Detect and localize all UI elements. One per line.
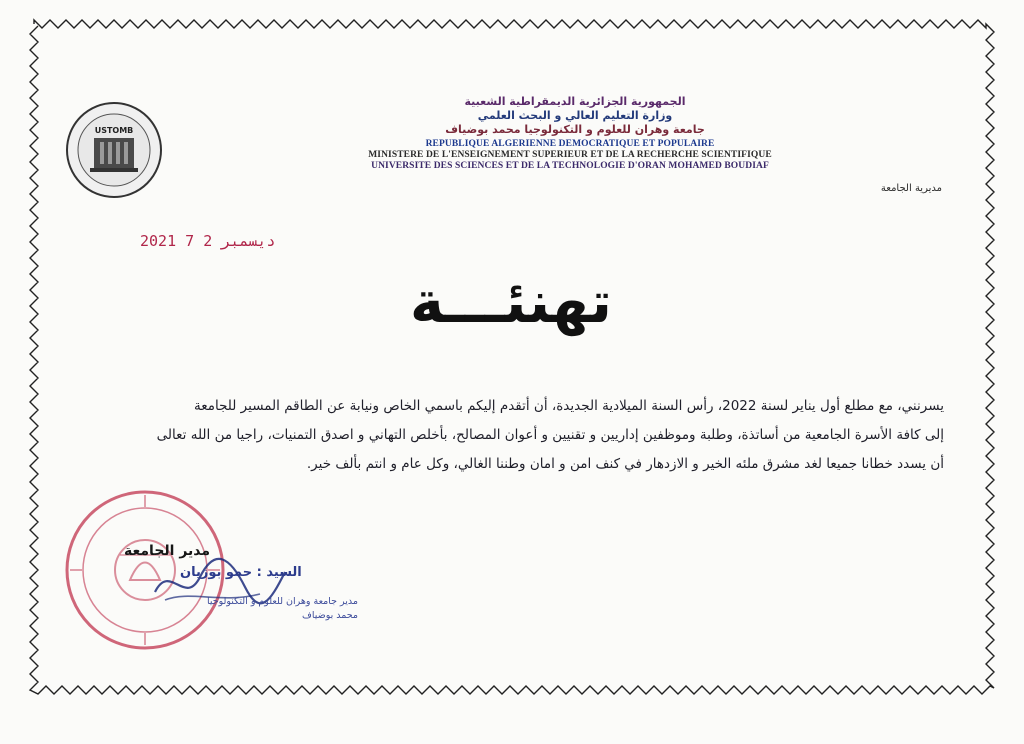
university-logo [64, 100, 164, 200]
body-line-1: يسرنني، مع مطلع أول يناير لسنة 2022، رأس السنة الميلادية الجديدة، أن أتقدم إليكم باسمي الخاص ونيابة عن الطاقم المسير للجامعة [193, 398, 944, 414]
header-fr-line2: MINISTERE DE L'ENSEIGNEMENT SUPERIEUR ET DE LA RECHERCHE SCIENTIFIQUE [368, 150, 772, 160]
logo-label: USTOMB [94, 126, 134, 135]
header-ar-line1: الجمهورية الجزائرية الديمقراطية الشعبية [464, 95, 686, 108]
message-body [66, 392, 944, 479]
signatory-role-line2: محمد بوضياف [302, 610, 358, 621]
header-ar-line3: جامعة وهران للعلوم و التكنولوجيا محمد بوضياف [445, 123, 705, 136]
header-ar-line2: وزارة التعليم العالي و البحث العلمي [477, 109, 673, 122]
signatory-name: السيد : حمو بوزيان [180, 565, 302, 580]
date-stamp: 2021 ديسمبر 2 7 [140, 232, 276, 250]
body-line-2: إلى كافة الأسرة الجامعية من أساتذة، وطلبة وموظفين إداريين و تقنيين و أعوان المصالح، بأخلص التهاني و اصدق التمنيات، راجيا من الله تعالى [156, 427, 944, 443]
directorate-label: مديرية الجامعة [880, 183, 942, 194]
page-title: تهنئـــة [409, 268, 612, 336]
signatory-role-line1: مدير جامعة وهران للعلوم و التكنولوجيا [206, 596, 358, 607]
body-line-3: أن يسدد خطانا جميعا لغد مشرق ملئه الخير و الازدهار في كنف امن و امان وطننا الغالي، وكل عام و انتم بألف خير. [306, 456, 944, 472]
signatory-role [178, 595, 358, 623]
header-fr-line1: REPUBLIQUE ALGERIENNE DEMOCRATIQUE ET POPULAIRE [425, 139, 715, 149]
header-fr-line3: UNIVERSITE DES SCIENCES ET DE LA TECHNOLOGIE D'ORAN MOHAMED BOUDIAF [371, 161, 769, 171]
signatory-title: مدير الجامعة [124, 543, 211, 559]
